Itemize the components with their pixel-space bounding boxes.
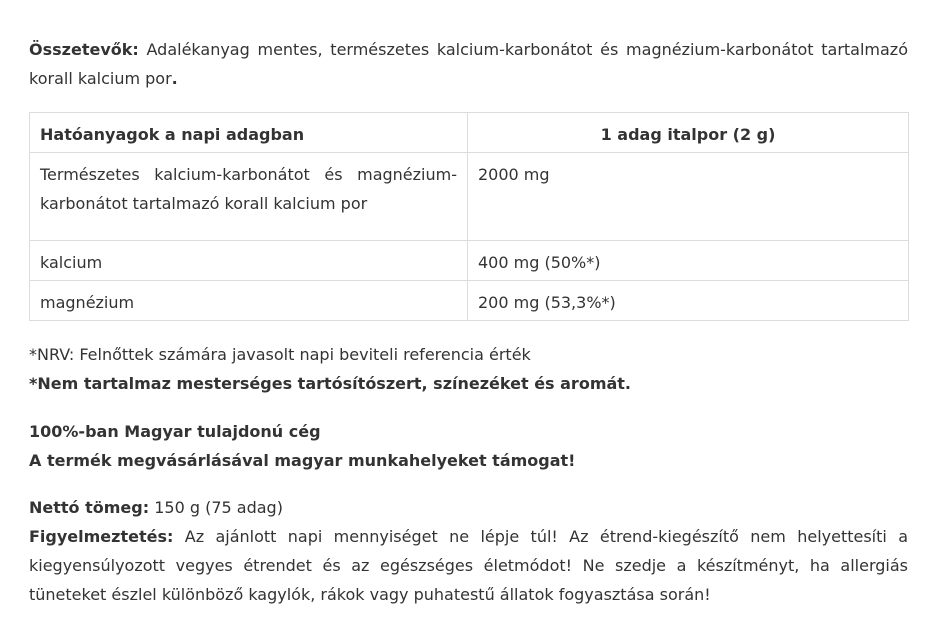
- table-row: [30, 281, 909, 321]
- table-cell-amount: 2000 mg: [468, 153, 909, 241]
- table-cell-amount: 200 mg (53,3%*): [468, 281, 909, 321]
- ingredients-label: Összetevők:: [29, 40, 139, 59]
- ingredients-text: Adalékanyag mentes, természetes kalcium-karbonátot és magnézium-karbonátot tartalmazó korall kalcium por: [29, 40, 908, 88]
- company-ownership-text: 100%-ban Magyar tulajdonú cég: [29, 422, 321, 441]
- net-weight-line: [29, 493, 908, 522]
- table-cell-ingredient: kalcium: [30, 241, 468, 281]
- table-header-serving: 1 adag italpor (2 g): [468, 113, 909, 153]
- table-row: [30, 241, 909, 281]
- table-cell-ingredient: magnézium: [30, 281, 468, 321]
- net-weight-value: 150 g (75 adag): [149, 498, 283, 517]
- warning-label: Figyelmeztetés:: [29, 527, 174, 546]
- nrv-note: *NRV: Felnőttek számára javasolt napi beviteli referencia érték: [29, 345, 531, 364]
- warning-text: Az ajánlott napi mennyiséget ne lépje túl! Az étrend-kiegészítő nem helyettesíti a kiegyensúlyozott vegyes étrendet és az egészséges életmódot! Ne szedje a készítményt, ha allergiás tüneteket észlel különböző kagylók, rákok vagy puhatestű állatok fogyasztása során!: [29, 527, 908, 604]
- table-header-row: [30, 113, 909, 153]
- table-cell-ingredient: Természetes kalcium-karbonátot és magnézium-karbonátot tartalmazó korall kalcium por: [30, 153, 468, 241]
- ingredients-end: .: [171, 69, 178, 88]
- weight-warning-block: [29, 493, 908, 609]
- table-row: [30, 153, 909, 241]
- ingredients-paragraph: [29, 35, 908, 93]
- table-header-active-ingredients: Hatóanyagok a napi adagban: [30, 113, 468, 153]
- warning-paragraph: [29, 522, 908, 609]
- nutrition-table: [29, 112, 909, 321]
- table-cell-amount: 400 mg (50%*): [468, 241, 909, 281]
- notes-block: [29, 340, 908, 398]
- company-support-text: A termék megvásárlásával magyar munkahelyeket támogat!: [29, 451, 576, 470]
- no-additives-note: *Nem tartalmaz mesterséges tartósítószert, színezéket és aromát.: [29, 374, 632, 393]
- company-block: [29, 417, 908, 475]
- net-weight-label: Nettó tömeg:: [29, 498, 150, 517]
